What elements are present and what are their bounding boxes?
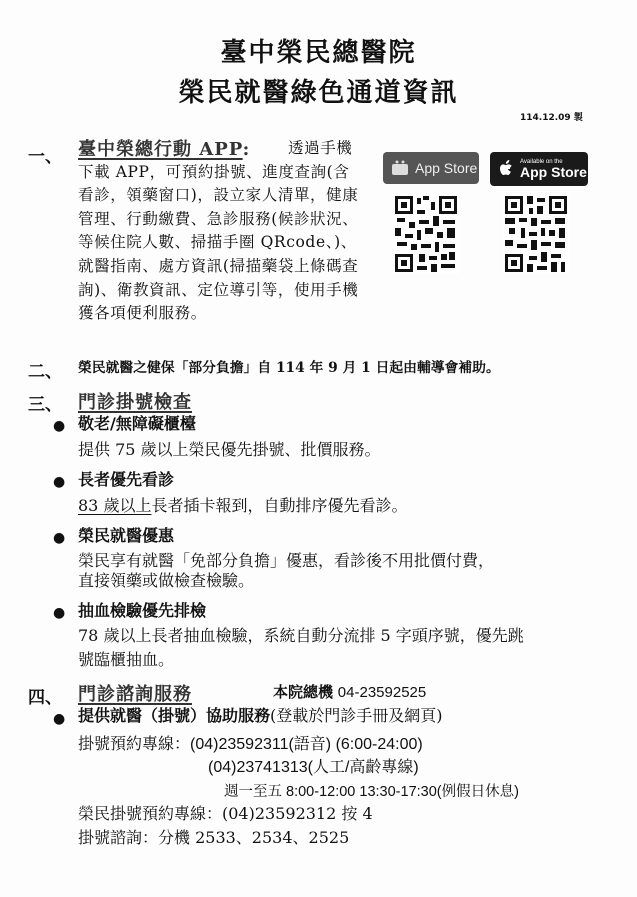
ios-badge-label: App Store [520,164,587,180]
extension-line: 掛號諮詢：分機 2533、2534、2525 [78,828,350,847]
bullet-icon: ● [53,530,66,546]
section3-heading: 門診掛號檢查 [78,392,192,413]
ios-qr-code[interactable] [503,194,569,274]
item-line-text: 長者插卡報到，自動排序優先看診。 [151,496,408,515]
hospital-title: 臺中榮民總醫院 [220,38,417,68]
item-line: 榮民享有就醫「免部分負擔」優惠，看診後不用批價付費， [78,551,495,570]
section3-number: 三、 [28,395,62,415]
android-icon [389,157,411,179]
section1-number: 一、 [28,147,62,167]
section2-text: 榮民就醫之健保「部分負擔」自 114 年 9 月 1 日起由輔導會補助。 [78,360,500,376]
item-title-priority-consult: 長者優先看診 [78,470,175,489]
age-underlined: 83 歲以上 [78,496,152,515]
veteran-hotline: 榮民掛號預約專線：(04)23592312 按 4 [78,804,373,823]
android-qr-code[interactable] [393,194,459,274]
section1-colon: : [242,139,251,160]
main-phone-number: 04-23592525 [337,684,427,701]
service-title: 提供就醫（掛號）協助服務 [78,706,271,725]
hotline-label: 掛號預約專線： [78,734,191,753]
hotline-row [78,732,423,756]
page-title: 榮民就醫綠色通道資訊 [178,78,459,108]
item-line [78,494,407,517]
hotline-voice: (04)23592311(語音) (6:00-24:00) [190,736,423,753]
section4-heading: 門診諮詢服務 [78,684,192,705]
service-hours: 週一至五 8:00-12:00 13:30-17:30(例假日休息) [224,784,519,800]
android-badge-label: App Store [415,160,478,176]
document-date: 114.12.09 製 [520,113,583,123]
main-phone-row [273,681,426,702]
section4-number: 四、 [28,688,62,708]
bullet-icon: ● [53,711,66,727]
item-line: 號臨櫃抽血。 [78,650,175,669]
service-note: (登載於門診手冊及網頁) [270,706,443,725]
item-title-blood-test: 抽血檢驗優先排檢 [78,601,207,620]
item-title-veteran-discount: 榮民就醫優惠 [78,526,175,545]
bullet-icon: ● [53,605,66,621]
item-line: 直接領藥或做檢查檢驗。 [78,571,255,590]
ios-badge-small: Available on the [520,159,563,165]
bullet-icon: ● [53,474,66,490]
item-line: 78 歲以上長者抽血檢驗，系統自動分流排 5 字頭序號，優先跳 [78,626,524,645]
item-line: 提供 75 歲以上榮民優先掛號、批價服務。 [78,440,381,459]
android-store-badge[interactable] [383,152,479,184]
section1-heading: 臺中榮總行動 APP [78,139,243,160]
item-title-accessible-counter: 敬老/無障礙櫃檯 [78,414,196,433]
apple-icon [496,158,516,180]
bullet-icon: ● [53,418,66,434]
section2-number: 二、 [28,362,62,382]
main-phone-label: 本院總機 [273,683,334,701]
hotline-manual: (04)23741313(人工/高齡專線) [208,759,419,776]
service-row [78,704,443,727]
ios-app-store-badge[interactable] [490,152,588,186]
section1-body: 透過手機下載 APP，可預約掛號、進度查詢(含看診，領藥窗口)，設立家人清單，健康管理、行動繳費、急診服務(候診狀況、等候住院人數、掃描手圈 QRcode、)、就醫指南、處方資訊(掃描藥袋上條碼查詢)、衛教資訊、定位導引等，使用手機獲各項便利服務。 [78,139,359,323]
